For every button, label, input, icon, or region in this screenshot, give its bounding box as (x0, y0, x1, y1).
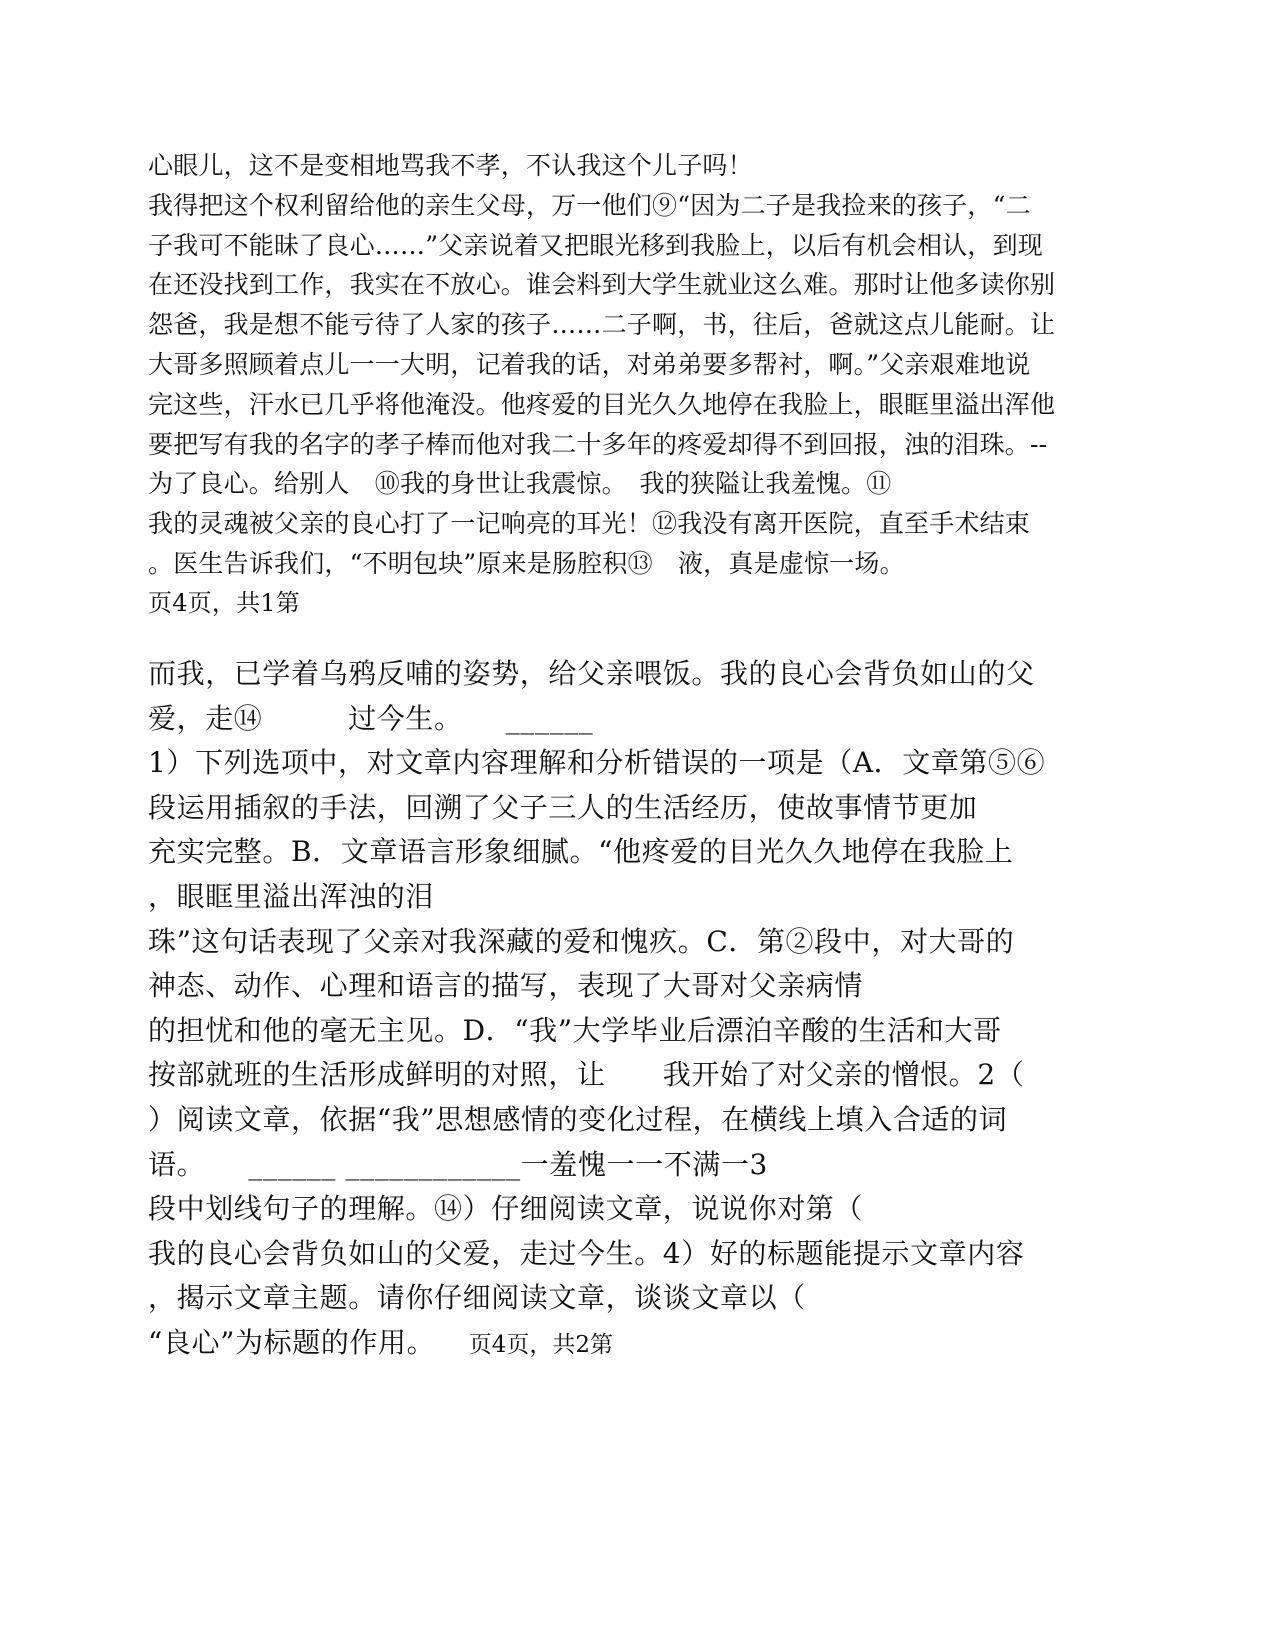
text-line: 1）下列选项中，对文章内容理解和分析错误的一项是（A．文章第⑤⑥ (148, 746, 1046, 780)
text-line: 段运用插叙的手法，回溯了父子三人的生活经历，使故事情节更加 (148, 790, 978, 824)
text-line: 我得把这个权利留给他的亲生父母，万一他们⑨“因为二子是我捡来的孩子，“二 (148, 190, 1031, 220)
page-footer: 页4页，共1第 (148, 588, 300, 617)
text-line: ，眼眶里溢出浑浊的泪 (148, 879, 435, 913)
page-1-text-block (148, 146, 1128, 624)
text-line: 完这些，汗水已几乎将他淹没。他疼爱的目光久久地停在我脸上，眼眶里溢出浑他 (148, 389, 1056, 419)
text-line: 为了良心。给别人 ⑩我的身世让我震惊。 我的狭隘让我羞愧。⑪ (148, 469, 892, 499)
text-line: 我的良心会背负如山的父爱，走过今生。4）好的标题能提示文章内容 (148, 1236, 1025, 1270)
text-line: ）阅读文章，依据“我”思想感情的变化过程，在横线上填入合适的词 (148, 1102, 1008, 1136)
text-line: 按部就班的生活形成鲜明的对照，让 我开始了对父亲的憎恨。2（ (148, 1058, 1025, 1092)
text-line: 而我，已学着乌鸦反哺的姿势，给父亲喂饭。我的良心会背负如山的父 (148, 657, 1035, 690)
text-line: 语。 ______ ____________一羞愧一一不满一3 (148, 1147, 768, 1181)
text-line: 。医生告诉我们，“不明包块”原来是肠腔积⑬ 液，真是虚惊一场。 (148, 548, 905, 578)
text-line: 子我可不能昧了良心……”父亲说着又把眼光移到我脸上，以后有机会相认，到现 (148, 230, 1043, 260)
text-line: ，揭示文章主题。请你仔细阅读文章，谈谈文章以（ (148, 1281, 806, 1315)
text-line: 要把写有我的名字的孝子棒而他对我二十多年的疼爱却得不到回报，浊的泪珠。-- (148, 429, 1048, 459)
text-line: 爱，走⑭ 过今生。 ______ (148, 701, 594, 735)
text-line: 在还没找到工作，我实在不放心。谁会料到大学生就业这么难。那时让他多读你别 (148, 270, 1056, 300)
text-line: 的担忧和他的毫无主见。D．“我”大学毕业后漂泊辛酸的生活和大哥 (148, 1013, 1002, 1047)
page-footer: 页4页，共2第 (468, 1331, 614, 1358)
text-line: 神态、动作、心理和语言的描写，表现了大哥对父亲病情 (148, 969, 864, 1003)
text-line: 心眼儿，这不是变相地骂我不孝，不认我这个儿子吗！ (148, 151, 753, 180)
text-line: 段中划线句子的理解。⑭）仔细阅读文章，说说你对第（ (148, 1192, 864, 1226)
text-line: 怨爸，我是想不能亏待了人家的孩子……二子啊，书，往后，爸就这点儿能耐。让 (148, 310, 1056, 340)
text-line: 大哥多照顾着点儿一一大明，记着我的话，对弟弟要多帮衬，啊。”父亲艰难地说 (148, 349, 1031, 379)
page-2-text-block (148, 652, 1128, 1366)
text-line-with-footer (148, 1321, 1128, 1366)
text-line: 我的灵魂被父亲的良心打了一记响亮的耳光！⑫我没有离开医院，直至手术结束 (148, 509, 1031, 539)
text-line: “良心”为标题的作用。 (148, 1325, 436, 1359)
text-line: 珠”这句话表现了父亲对我深藏的爱和愧疚。C．第②段中，对大哥的 (148, 924, 1015, 958)
text-line: 充实完整。B．文章语言形象细腻。“他疼爱的目光久久地停在我脸上 (148, 835, 1014, 869)
